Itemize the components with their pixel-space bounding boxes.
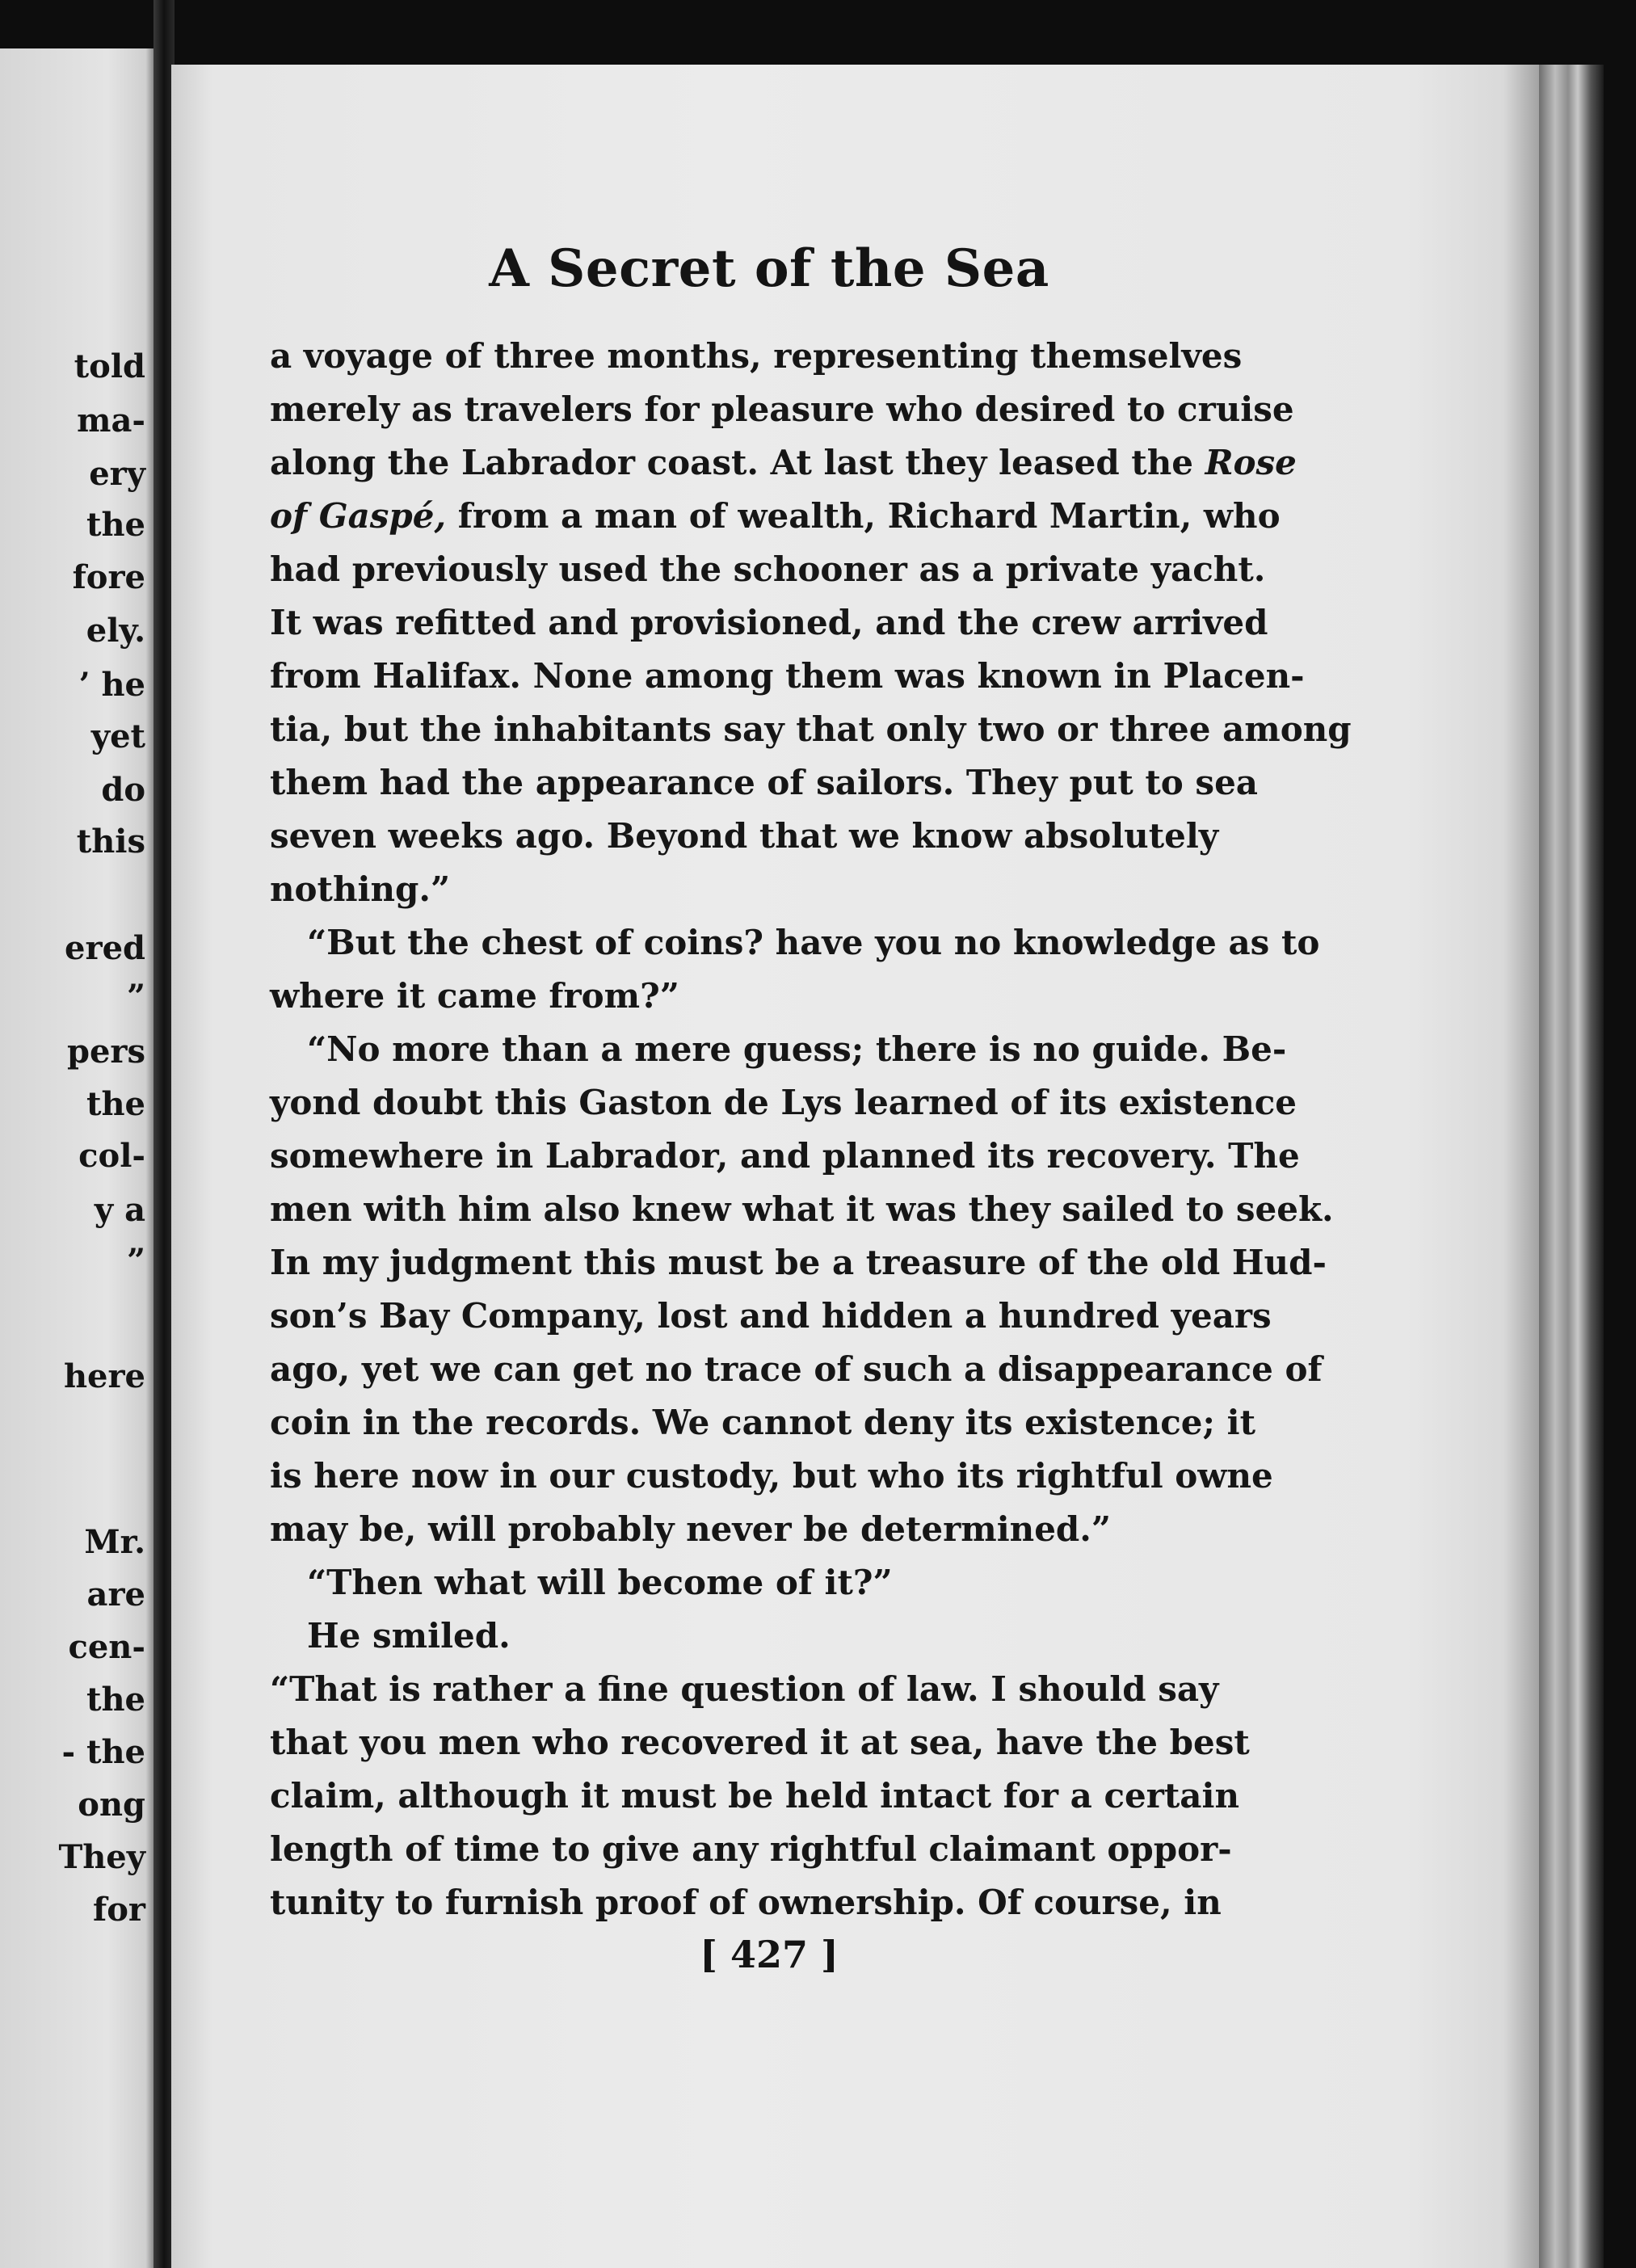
left-page-fragment: y a [94, 1191, 145, 1229]
text-line: “That is rather a fine question of law. I should say [270, 1669, 1219, 1709]
text-line: tia, but the inhabitants say that only two or three among [270, 709, 1352, 749]
page-number: [ 427 ] [700, 1933, 839, 1976]
text-line: may be, will probably never be determined.” [270, 1509, 1112, 1549]
text-line: ago, yet we can get no trace of such a disappearance of [270, 1349, 1323, 1389]
text-line: In my judgment this must be a treasure of the old Hud- [270, 1243, 1327, 1282]
page-edge-strips [1539, 65, 1604, 2268]
left-page-fragment: ong [78, 1786, 145, 1824]
left-page-fragment: this [76, 823, 145, 860]
left-page-fragment: here [63, 1357, 145, 1395]
text-line: merely as travelers for pleasure who desired to cruise [270, 389, 1294, 429]
left-page-fragment: ely. [86, 612, 145, 650]
text-line: son’s Bay Company, lost and hidden a hundred years [270, 1296, 1272, 1336]
text-span: from a man of wealth, Richard Martin, who [457, 496, 1281, 536]
left-page-fragment: are [86, 1576, 145, 1614]
left-page-fragment: do [101, 771, 145, 809]
left-page-fragment: ma- [77, 402, 145, 440]
left-page-fragment: cen- [68, 1628, 145, 1666]
ship-name-italic: of Gaspé, [270, 496, 447, 536]
left-page-fragment: yet [90, 717, 145, 755]
text-line: men with him also knew what it was they sailed to seek. [270, 1189, 1334, 1229]
left-page-fragment: - the [61, 1733, 145, 1771]
text-line: “But the chest of coins? have you no knowledge as to [307, 923, 1320, 962]
text-line: a voyage of three months, representing themselves [270, 336, 1243, 376]
left-page-fragment: pers [66, 1033, 145, 1071]
text-line: “No more than a mere guess; there is no guide. Be- [307, 1029, 1287, 1069]
text-line: from Halifax. None among them was known in Placen- [270, 656, 1305, 696]
left-page-fragment: They [58, 1838, 145, 1876]
left-page-fragment: ery [89, 455, 145, 493]
text-line: nothing.” [270, 869, 451, 909]
left-page-fragment: the [86, 1085, 145, 1123]
left-page-fragment: col- [78, 1137, 145, 1175]
text-line: yond doubt this Gaston de Lys learned of its existence [270, 1083, 1297, 1122]
left-page-fragment: the [86, 506, 145, 544]
text-line: them had the appearance of sailors. They put to sea [270, 763, 1259, 802]
left-page-fragment: ered [65, 929, 145, 967]
text-line: He smiled. [307, 1616, 511, 1656]
text-line [270, 490, 1281, 543]
text-line: coin in the records. We cannot deny its existence; it [270, 1403, 1255, 1442]
left-page-fragment: ” [126, 1242, 145, 1280]
left-page-fragment: ” [126, 978, 145, 1016]
text-line: is here now in our custody, but who its rightful owne [270, 1456, 1273, 1496]
text-line: that you men who recovered it at sea, have the best [270, 1723, 1250, 1762]
text-line: had previously used the schooner as a private yacht. [270, 549, 1266, 589]
left-page-fragment: ’ he [78, 666, 145, 704]
left-page-fragment: for [93, 1891, 145, 1929]
text-line: tunity to furnish proof of ownership. Of course, in [270, 1883, 1222, 1922]
body-text [270, 330, 1352, 1929]
text-span: along the Labrador coast. At last they leased the [270, 443, 1193, 482]
ship-name-italic: Rose [1205, 443, 1297, 482]
running-head: A Secret of the Sea [489, 238, 1049, 299]
text-line: length of time to give any rightful claimant oppor- [270, 1829, 1232, 1869]
left-facing-page [0, 48, 154, 2268]
text-line: It was refitted and provisioned, and the crew arrived [270, 603, 1268, 642]
text-line: where it came from?” [270, 976, 679, 1016]
left-page-fragment: fore [72, 558, 145, 596]
left-page-fragment: Mr. [84, 1523, 145, 1561]
text-line [270, 436, 1297, 490]
left-page-fragment: told [74, 347, 145, 385]
text-line: claim, although it must be held intact for a certain [270, 1776, 1239, 1816]
text-line: “Then what will become of it?” [307, 1563, 893, 1602]
left-page-fragment: the [86, 1681, 145, 1719]
text-line: seven weeks ago. Beyond that we know absolutely [270, 816, 1219, 856]
text-line: somewhere in Labrador, and planned its recovery. The [270, 1136, 1300, 1176]
